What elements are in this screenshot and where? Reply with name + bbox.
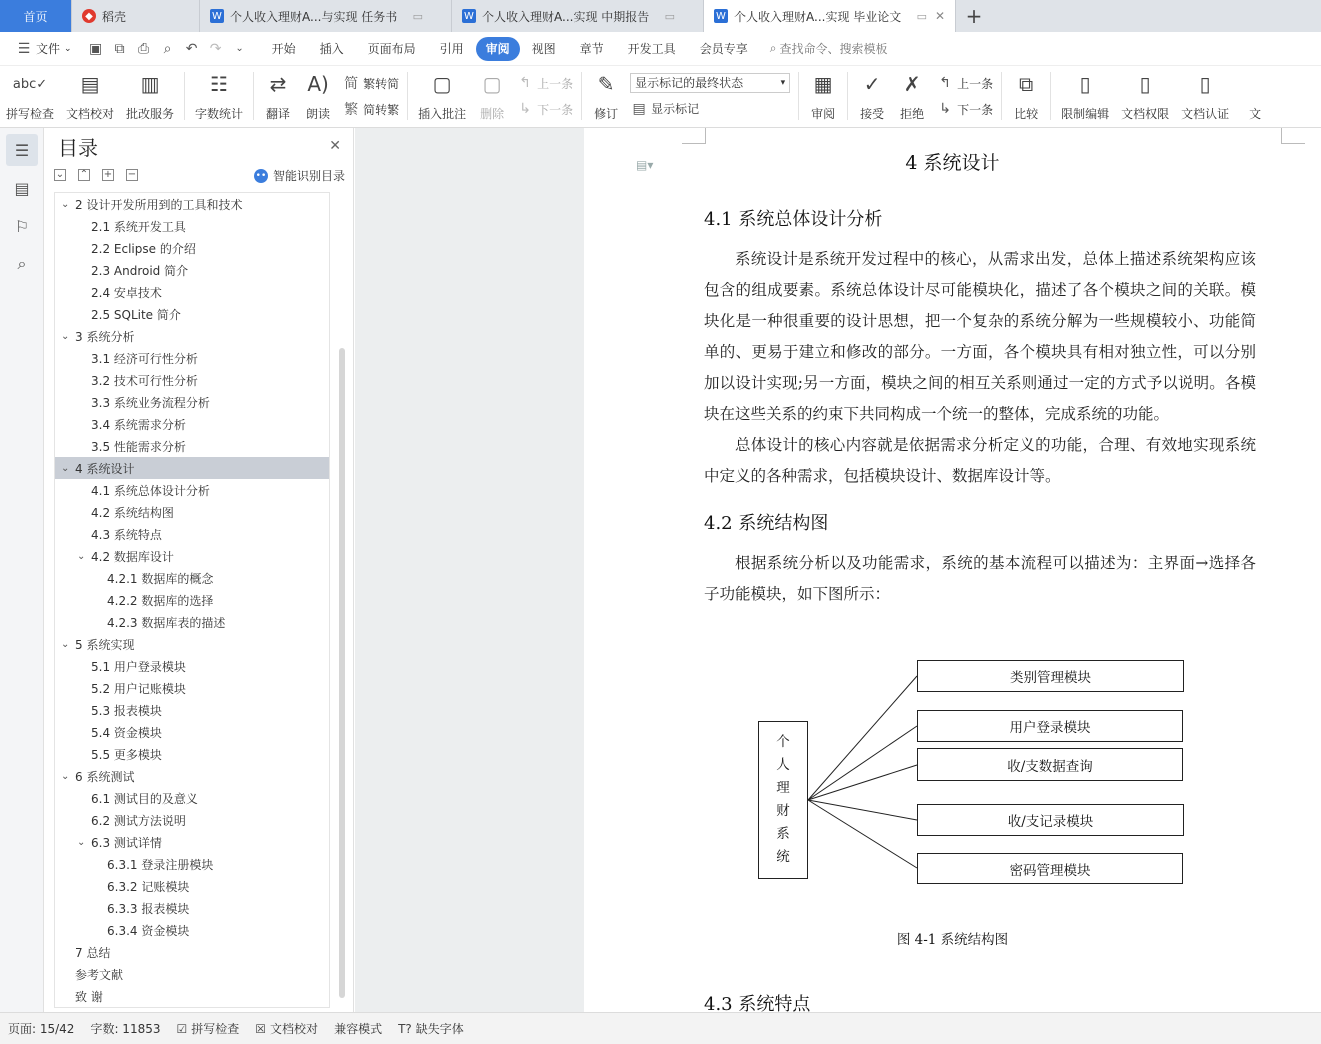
remove-level-icon[interactable]: − (127, 169, 137, 180)
toc-title: 目录 (58, 135, 98, 160)
connector-line (808, 765, 917, 800)
word-doc-icon: W (210, 9, 224, 23)
export-icon[interactable]: ⧉ (114, 40, 125, 57)
redo-icon[interactable]: ↷ (209, 40, 222, 57)
toc-item-label: 5.4 资金模块 (91, 725, 162, 740)
tab-bar (0, 0, 1321, 32)
chapter-nav-icon[interactable]: ▤ (14, 178, 30, 198)
toc-item-label: 2.2 Eclipse 的介绍 (91, 241, 196, 256)
prev-comment-icon: ↰ (519, 75, 531, 91)
toc-item-label: 5.3 报表模块 (91, 703, 162, 718)
tab-daoke[interactable] (72, 0, 200, 32)
status-spell-check-label: 拼写检查 (191, 1022, 240, 1036)
root-node-box (758, 721, 808, 879)
toc-item[interactable] (55, 633, 329, 655)
read-aloud-button[interactable] (298, 70, 338, 124)
chinese-conversion-group (338, 70, 403, 122)
track-changes-icon: ✎ (597, 72, 615, 96)
status-spell-check[interactable] (169, 1020, 248, 1037)
document-page (584, 128, 1321, 1012)
simp-to-trad-label: 简转繁 (363, 102, 400, 117)
toc-item[interactable] (55, 479, 329, 501)
read-aloud-icon: A) (307, 72, 329, 96)
accept-button[interactable] (852, 70, 892, 124)
pin-icon[interactable]: ▭ (664, 9, 675, 23)
root-node-char: 人 (776, 757, 790, 773)
toc-item[interactable] (55, 941, 329, 963)
toc-item[interactable] (55, 677, 329, 699)
toc-item-label: 2.4 安卓技术 (91, 285, 162, 300)
lock-icon: ▯ (1079, 72, 1091, 96)
toc-panel (44, 128, 354, 1012)
toc-item-label: 5.2 用户记账模块 (91, 681, 186, 696)
menu-references[interactable]: 引用 (439, 42, 464, 56)
spell-check-button[interactable] (0, 70, 60, 124)
ribbon-divider (1050, 72, 1051, 120)
delete-comment-label: 删除 (480, 107, 505, 121)
toc-item[interactable] (55, 765, 329, 787)
toc-item-label: 2.3 Android 简介 (91, 263, 189, 278)
tab-doc-midterm[interactable] (452, 0, 704, 32)
toc-item-label: 3.5 性能需求分析 (91, 439, 186, 454)
markup-group (626, 70, 794, 122)
chevron-down-icon[interactable]: ⌄ (77, 836, 86, 848)
chevron-down-icon[interactable]: ⌄ (61, 462, 70, 474)
review-pane-label: 审阅 (811, 107, 836, 121)
section-heading-4-2: 4.2 系统结构图 (704, 513, 829, 534)
compare-label: 比较 (1014, 107, 1039, 121)
toc-scrollbar[interactable] (339, 348, 345, 998)
compat-mode: 兼容模式 (334, 1022, 383, 1036)
toc-item[interactable] (55, 545, 329, 567)
toc-item-label: 3.2 技术可行性分析 (91, 373, 198, 388)
menu-layout[interactable]: 页面布局 (367, 42, 416, 56)
left-rail (0, 128, 44, 1012)
certify-icon: ▯ (1199, 72, 1211, 96)
root-node-char: 统 (776, 849, 790, 865)
print-preview-icon[interactable]: ⌕ (163, 40, 172, 57)
search-icon: ⌕ (769, 41, 777, 55)
proofread-icon: ▤ (80, 72, 100, 96)
toc-item[interactable] (55, 259, 329, 281)
toc-item-label: 2 设计开发所用到的工具和技术 (75, 197, 243, 212)
expand-all-icon[interactable]: ⌄ (55, 169, 65, 180)
status-bar (0, 1012, 1321, 1044)
translate-icon: ⇄ (269, 72, 287, 96)
spell-check-icon: abc✓ (12, 76, 48, 92)
toc-toolbar (44, 164, 353, 186)
chevron-down-icon[interactable]: ⌄ (61, 638, 70, 650)
missing-font-indicator[interactable] (390, 1020, 472, 1037)
word-doc-icon: W (462, 9, 476, 23)
tab-doc-task[interactable] (200, 0, 452, 32)
new-tab-button[interactable]: + (965, 4, 983, 28)
proofread-icon: ☒ (255, 1021, 267, 1036)
correction-service-button[interactable] (120, 70, 180, 124)
restrict-editing-button[interactable] (1055, 70, 1115, 124)
document-outline-icon[interactable]: ▤▾ (636, 158, 654, 172)
toc-item[interactable] (55, 655, 329, 677)
comment-nav-group (512, 70, 577, 122)
toc-item[interactable] (55, 369, 329, 391)
toc-item[interactable] (55, 501, 329, 523)
toc-item-label: 6.1 测试目的及意义 (91, 791, 198, 806)
toc-item-label: 4.2.3 数据库表的描述 (107, 615, 226, 630)
toc-item-label: 6.3.2 记账模块 (107, 879, 190, 894)
status-proofread-label: 文档校对 (270, 1022, 319, 1036)
toc-item[interactable] (55, 391, 329, 413)
toc-panel-icon[interactable]: ☰ (6, 134, 38, 166)
track-changes-button[interactable] (586, 70, 626, 124)
toc-item[interactable] (55, 853, 329, 875)
toc-item-label: 2.1 系统开发工具 (91, 219, 186, 234)
root-node-char: 个 (776, 734, 790, 750)
tab-doc-thesis[interactable] (704, 0, 956, 32)
trad-to-simp-button[interactable] (342, 72, 399, 94)
word-doc-icon: W (714, 9, 728, 23)
toc-item-label: 4 系统设计 (75, 461, 135, 476)
next-comment-label: 下一条 (537, 102, 574, 117)
tab-daoke-label: 稻壳 (102, 9, 127, 24)
page-corner-mark (1281, 128, 1305, 144)
toc-item[interactable] (55, 523, 329, 545)
paragraph: 根据系统分析以及功能需求，系统的基本流程可以描述为：主界面→选择各子功能模块，如下图所示： (704, 554, 1256, 603)
root-node-char: 系 (776, 826, 790, 842)
toc-item-label: 6 系统测试 (75, 769, 135, 784)
command-search-label: 查找命令、搜索模板 (779, 42, 888, 56)
ribbon-divider (847, 72, 848, 120)
review-ribbon (0, 66, 1321, 128)
missing-font-icon: T? (398, 1021, 412, 1036)
toc-item-label: 6.3.1 登录注册模块 (107, 857, 214, 872)
command-search[interactable] (760, 37, 900, 61)
toc-item[interactable] (55, 699, 329, 721)
next-comment-icon: ↳ (519, 101, 531, 117)
toc-item-label: 6.3.3 报表模块 (107, 901, 190, 916)
ribbon-divider (581, 72, 582, 120)
checkbox-icon: ☑ (176, 1021, 188, 1036)
robot-icon: •• (255, 170, 267, 181)
toc-item[interactable] (55, 787, 329, 809)
daoke-icon: ◆ (82, 9, 96, 23)
chevron-down-icon[interactable]: ⌄ (61, 770, 70, 782)
restrict-editing-label: 限制编辑 (1061, 107, 1110, 121)
system-structure-diagram (754, 658, 1194, 898)
accept-icon: ✓ (863, 72, 881, 96)
toc-list (54, 192, 330, 1008)
connector-line (808, 676, 917, 800)
doc-permission-button[interactable] (1115, 70, 1175, 124)
toc-item[interactable] (55, 215, 329, 237)
ribbon-divider (407, 72, 408, 120)
ribbon-divider (184, 72, 185, 120)
reject-button[interactable] (892, 70, 932, 124)
status-proofread[interactable] (247, 1020, 326, 1037)
smart-toc-label: 智能识别目录 (272, 169, 345, 183)
collapse-all-icon[interactable]: ⌃ (79, 169, 89, 180)
document-canvas (355, 128, 1321, 1012)
toc-item[interactable] (55, 831, 329, 853)
trad-to-simp-label: 繁转简 (363, 76, 400, 91)
toc-item[interactable] (55, 237, 329, 259)
compare-icon: ⧉ (1018, 72, 1034, 96)
toc-item[interactable] (55, 303, 329, 325)
next-change-button[interactable] (936, 98, 993, 120)
show-markup-label: 显示标记 (651, 102, 700, 116)
more-icon (1241, 70, 1269, 98)
toc-item[interactable] (55, 193, 329, 215)
section-heading-4-1: 4.1 系统总体设计分析 (704, 209, 883, 230)
prev-change-icon: ↰ (939, 75, 951, 91)
permission-icon: ▯ (1139, 72, 1151, 96)
toc-item[interactable] (55, 567, 329, 589)
toc-item-label: 7 总结 (75, 945, 111, 960)
word-count-indicator[interactable]: 字数: 11853 (90, 1022, 161, 1036)
toc-item[interactable] (55, 963, 329, 985)
translate-button[interactable] (258, 70, 298, 124)
more-button[interactable] (1235, 70, 1275, 124)
toc-item[interactable] (55, 281, 329, 303)
simp-to-trad-icon: 繁 (344, 102, 359, 118)
next-comment-button[interactable] (516, 98, 573, 120)
tab-doc-task-label: 个人收入理财A...与实现 任务书 (230, 9, 398, 24)
review-pane-icon: ▦ (813, 72, 833, 96)
insert-comment-icon: ▢ (432, 72, 452, 96)
trad-to-simp-icon: 简 (344, 76, 359, 92)
module-box: 收/支数据查询 (917, 748, 1183, 781)
hamburger-icon: ☰ (17, 40, 31, 57)
prev-comment-label: 上一条 (537, 76, 574, 91)
read-aloud-label: 朗读 (306, 107, 331, 121)
toc-item-label: 4.3 系统特点 (91, 527, 162, 542)
chapter-heading: 4 系统设计 (905, 152, 1000, 174)
toc-item[interactable] (55, 875, 329, 897)
toc-item-label: 3 系统分析 (75, 329, 135, 344)
toc-item-label: 4.2.1 数据库的概念 (107, 571, 214, 586)
prev-change-label: 上一条 (957, 76, 994, 91)
file-menu-label: 文件 (36, 42, 61, 56)
insert-comment-label: 插入批注 (418, 107, 467, 121)
doc-certify-button[interactable] (1175, 70, 1235, 124)
toc-item[interactable] (55, 347, 329, 369)
toc-item[interactable] (55, 589, 329, 611)
toc-item[interactable] (55, 721, 329, 743)
delete-comment-button[interactable] (472, 70, 512, 124)
toc-item[interactable] (55, 809, 329, 831)
chevron-down-icon[interactable]: ⌄ (61, 198, 70, 210)
smart-toc-button[interactable] (254, 167, 345, 184)
doc-certify-label: 文档认证 (1181, 107, 1230, 121)
toc-item[interactable] (55, 611, 329, 633)
toc-item-label: 6.3 测试详情 (91, 835, 162, 850)
track-changes-label: 修订 (594, 107, 619, 121)
pin-icon[interactable]: ▭ (916, 9, 927, 23)
toc-item[interactable] (55, 919, 329, 941)
toc-item[interactable] (55, 743, 329, 765)
file-menu[interactable] (0, 37, 84, 61)
toc-item-label: 4.2 系统结构图 (91, 505, 174, 520)
chevron-down-icon: ⌄ (64, 43, 72, 54)
next-change-icon: ↳ (939, 101, 951, 117)
toc-item-label: 4.1 系统总体设计分析 (91, 483, 210, 498)
toc-item[interactable] (55, 325, 329, 347)
close-icon[interactable]: ✕ (934, 9, 945, 23)
add-level-icon[interactable]: + (103, 169, 113, 180)
correction-label: 批改服务 (126, 107, 175, 121)
menu-section[interactable]: 章节 (579, 42, 604, 56)
simp-to-trad-button[interactable] (342, 98, 399, 120)
toc-item[interactable] (55, 985, 329, 1007)
translate-label: 翻译 (266, 107, 291, 121)
page-indicator[interactable]: 页面: 15/42 (8, 1022, 75, 1036)
paragraph: 总体设计的核心内容就是依据需求分析定义的功能，合理、有效地实现系统中定义的各种需求，包括模块设计、数据库设计等。 (704, 436, 1256, 485)
tab-home-label: 首页 (23, 9, 48, 24)
ribbon-divider (1001, 72, 1002, 120)
chevron-down-icon[interactable]: ⌄ (61, 330, 70, 342)
correction-icon: ▥ (140, 72, 160, 96)
toc-item-label: 参考文献 (75, 967, 124, 982)
toc-item-label: 6.2 测试方法说明 (91, 813, 186, 828)
paragraph: 系统设计是系统开发过程中的核心，从需求出发，总体上描述系统架构应该包含的组成要素。系统总体设计尽可能模块化，描述了各个模块之间的关联。模块化是一种很重要的设计思想，把一个复杂的系统分解为一些规模较小、功能简单的、更易于建立和修改的部分。一方面，各个模块具有相对独立性，可以分别加以设计实现;另一方面，模块之间的相互关系则通过一定的方式予以说明。各模块在这些关系的约束下共同构成一个统一的整体，完成系统的功能。 (704, 250, 1256, 423)
markup-state-value: 显示标记的最终状态 (635, 76, 744, 90)
toc-item[interactable] (55, 457, 329, 479)
ribbon-divider (253, 72, 254, 120)
toc-header (44, 128, 353, 164)
ribbon-divider (798, 72, 799, 120)
module-box: 类别管理模块 (917, 660, 1184, 692)
toc-item-label: 4.2.2 数据库的选择 (107, 593, 214, 608)
toc-item[interactable] (55, 897, 329, 919)
spell-check-label: 拼写检查 (6, 107, 55, 121)
doc-permission-label: 文档权限 (1121, 107, 1170, 121)
menu-bar (0, 32, 1321, 66)
toc-item-label: 3.1 经济可行性分析 (91, 351, 198, 366)
toc-item-label: 4.2 数据库设计 (91, 549, 174, 564)
reject-label: 拒绝 (900, 107, 925, 121)
review-pane-button[interactable] (803, 70, 843, 124)
undo-icon[interactable]: ↶ (185, 40, 198, 57)
chevron-down-icon[interactable]: ⌄ (77, 550, 86, 562)
section-heading-4-3: 4.3 系统特点 (704, 994, 811, 1012)
tab-doc-thesis-label: 个人收入理财A...实现 毕业论文 (734, 9, 902, 24)
module-box: 密码管理模块 (917, 853, 1183, 884)
print-icon[interactable]: ⎙ (137, 40, 150, 57)
bookmark-icon[interactable]: ⚐ (14, 216, 30, 236)
toc-item[interactable] (55, 413, 329, 435)
menu-start[interactable]: 开始 (271, 42, 296, 56)
tab-home[interactable] (0, 0, 72, 32)
missing-font-label: 缺失字体 (415, 1022, 464, 1036)
menu-member[interactable]: 会员专享 (699, 42, 748, 56)
menu-review[interactable]: 审阅 (476, 37, 520, 61)
markup-state-select[interactable] (630, 73, 790, 93)
word-count-button[interactable] (189, 70, 249, 124)
insert-comment-button[interactable] (412, 70, 472, 124)
root-node-char: 理 (776, 780, 790, 796)
toc-item-label: 2.5 SQLite 简介 (91, 307, 181, 322)
show-markup-button[interactable] (630, 98, 790, 120)
toc-item[interactable] (55, 435, 329, 457)
word-count-label: 字数统计 (195, 107, 244, 121)
search-icon[interactable]: ⌕ (17, 254, 27, 273)
menu-view[interactable]: 视图 (531, 42, 556, 56)
toc-item-label: 6.3.4 资金模块 (107, 923, 190, 938)
tab-doc-midterm-label: 个人收入理财A...实现 中期报告 (482, 9, 650, 24)
module-box: 用户登录模块 (917, 710, 1183, 742)
connector-line (808, 726, 917, 800)
toc-item-label: 5.5 更多模块 (91, 747, 162, 762)
toc-item-label: 致 谢 (75, 989, 103, 1004)
menu-insert[interactable]: 插入 (319, 42, 344, 56)
page-corner-mark (682, 128, 706, 144)
show-markup-icon: ▤ (632, 100, 646, 117)
delete-comment-icon: ▢ (482, 72, 502, 96)
next-change-label: 下一条 (957, 102, 994, 117)
toc-item-label: 5 系统实现 (75, 637, 135, 652)
save-icon[interactable]: ▣ (88, 40, 103, 57)
more-label: 文 (1249, 107, 1262, 121)
chevron-down-icon: ▾ (780, 77, 786, 88)
module-box: 收/支记录模块 (917, 804, 1184, 836)
toc-item-label: 3.4 系统需求分析 (91, 417, 186, 432)
close-icon[interactable]: ✕ (329, 138, 341, 154)
quick-access-dropdown-icon[interactable]: ⌄ (235, 43, 244, 54)
root-node-char: 财 (776, 803, 790, 819)
toc-item-label: 3.3 系统业务流程分析 (91, 395, 210, 410)
proofread-button[interactable] (60, 70, 120, 124)
word-count-icon: ☷ (210, 72, 229, 96)
proofread-label: 文档校对 (66, 107, 115, 121)
change-nav-group (932, 70, 997, 122)
menu-developer[interactable]: 开发工具 (627, 42, 676, 56)
accept-label: 接受 (860, 107, 885, 121)
toc-item-label: 5.1 用户登录模块 (91, 659, 186, 674)
compare-button[interactable] (1006, 70, 1046, 124)
prev-comment-button[interactable] (516, 72, 573, 94)
prev-change-button[interactable] (936, 72, 993, 94)
reject-icon: ✗ (903, 72, 921, 96)
figure-caption: 图 4-1 系统结构图 (896, 932, 1009, 948)
pin-icon[interactable]: ▭ (412, 9, 423, 23)
